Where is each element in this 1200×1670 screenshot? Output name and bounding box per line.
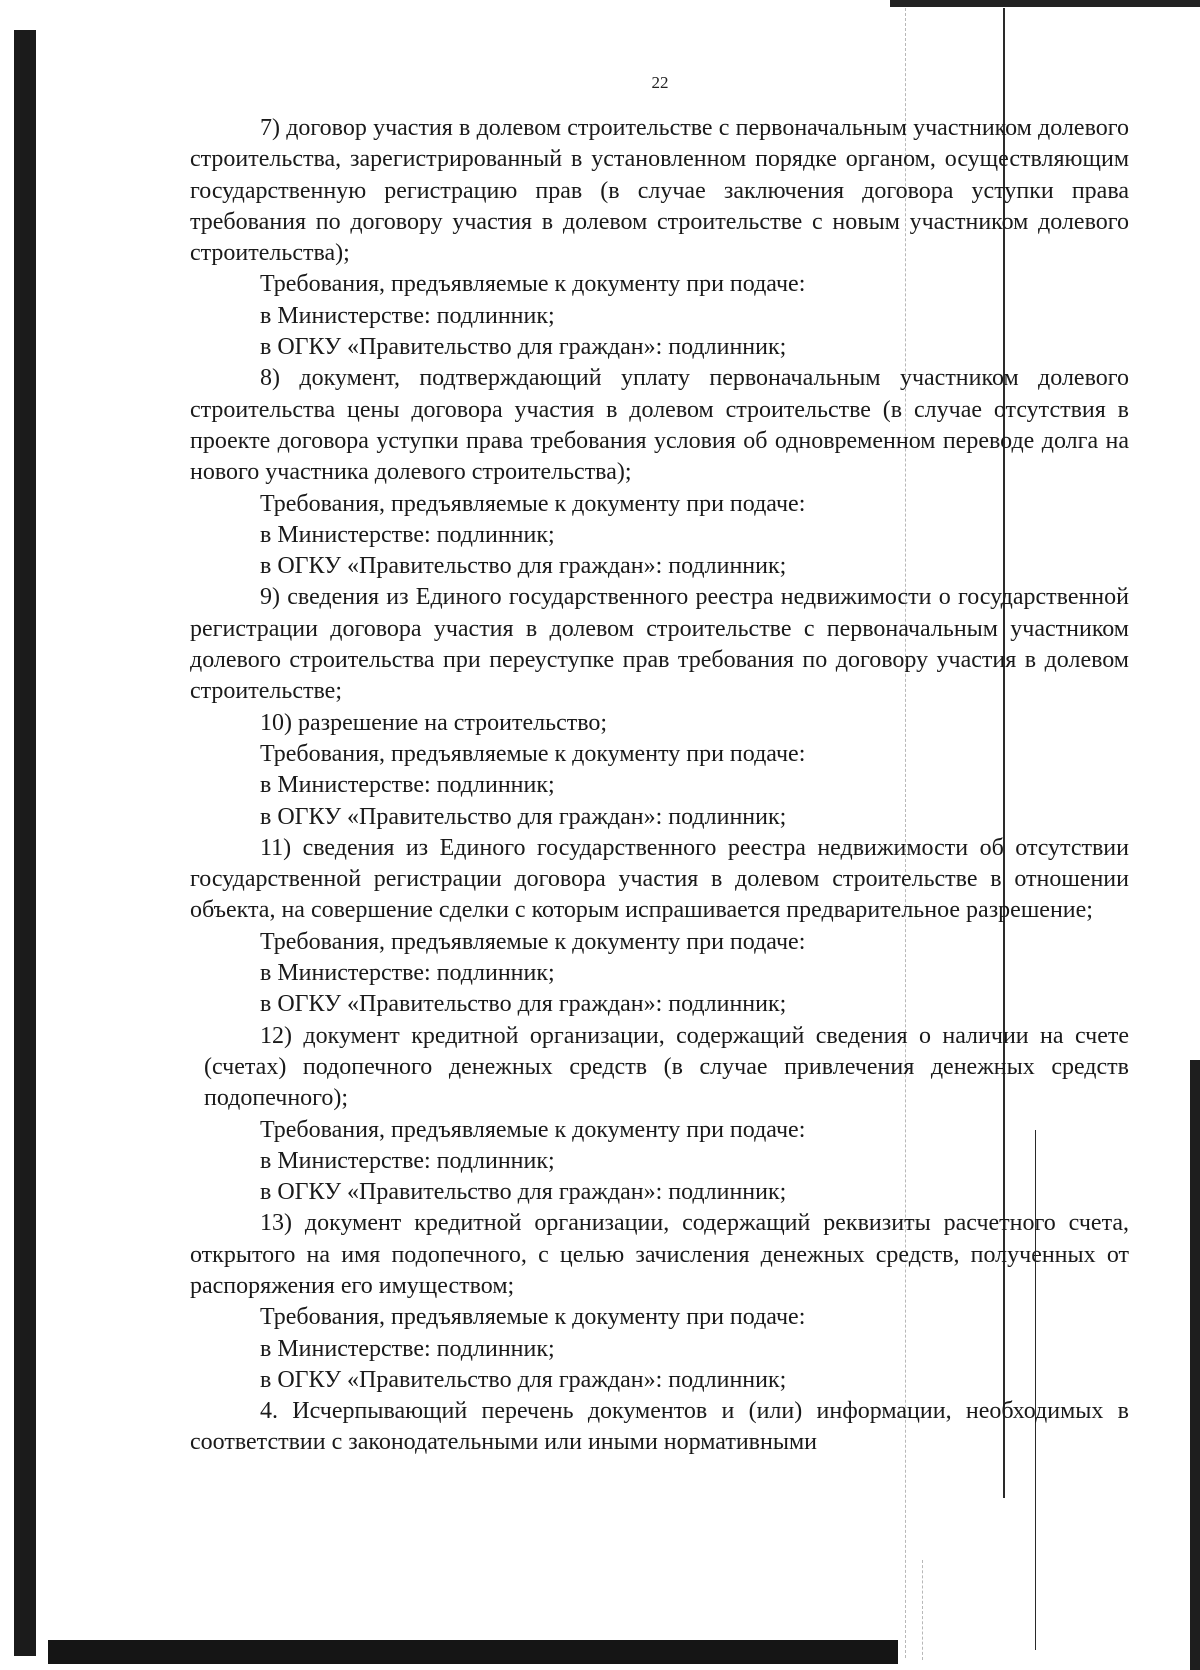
scan-line-faint xyxy=(922,1560,923,1660)
scan-bar-left xyxy=(14,30,36,1656)
paragraph: 11) сведения из Единого государственного реестра недвижимости об отсутствии государственной регистрации договора участия в долевом строительстве в отношении объекта, на совершение сделки с которым испрашивается предварительное разрешение; xyxy=(190,834,1129,924)
paragraph: 12) документ кредитной организации, содержащий сведения о наличии на счете (счетах) подопечного денежных средств (в случае привлечения денежных средств подопечного); xyxy=(204,1022,1129,1112)
text-line: в Министерстве: подлинник; xyxy=(260,521,555,548)
text-line: в Министерстве: подлинник; xyxy=(260,960,555,987)
text-line: в ОГКУ «Правительство для граждан»: подлинник; xyxy=(260,334,787,361)
text-line: 10) разрешение на строительство; xyxy=(260,709,608,736)
paragraph: 9) сведения из Единого государственного реестра недвижимости о государственной регистрации договора участия в долевом строительстве с первоначальным участником долевого строительства при переуступке прав требования по договору участия в долевом строительстве; xyxy=(190,584,1129,705)
text-line: в Министерстве: подлинник; xyxy=(260,1335,555,1362)
text-line: в ОГКУ «Правительство для граждан»: подлинник; xyxy=(260,991,787,1018)
paragraph: 8) документ, подтверждающий уплату первоначальным участником долевого строительства цены договора участия в долевом строительстве (в случае отсутствия в проекте договора уступки права требования условия об одновременном переводе долга на нового участника долевого строительства); xyxy=(190,365,1129,486)
text-line: в ОГКУ «Правительство для граждан»: подлинник; xyxy=(260,1366,787,1393)
paragraph: 13) документ кредитной организации, содержащий реквизиты расчетного счета, открытого на имя подопечного, с целью зачисления денежных средств, полученных от распоряжения его имуществом; xyxy=(190,1210,1129,1299)
text-line: в ОГКУ «Правительство для граждан»: подлинник; xyxy=(260,803,787,830)
text-line: в Министерстве: подлинник; xyxy=(260,302,555,329)
text-line: в Министерстве: подлинник; xyxy=(260,772,555,799)
scan-bar-top xyxy=(890,0,1200,7)
paragraph: 4. Исчерпывающий перечень документов и (или) информации, необходимых в соответствии с законодательными или иными нормативными xyxy=(190,1398,1129,1456)
paragraph: 7) договор участия в долевом строительстве с первоначальным участником долевого строительства, зарегистрированный в установленном порядке органом, осуществляющим государственную регистрацию прав (в случае заключения договора уступки права требования по договору участия в долевом строительстве с новым участником долевого строительства); xyxy=(190,115,1129,267)
page-number: 22 xyxy=(651,73,669,92)
scan-bar-right xyxy=(1190,1060,1200,1670)
text-line: Требования, предъявляемые к документу при подаче: xyxy=(260,740,806,767)
text-line: в ОГКУ «Правительство для граждан»: подлинник; xyxy=(260,1179,787,1206)
text-line: Требования, предъявляемые к документу при подаче: xyxy=(260,928,806,955)
text-line: Требования, предъявляемые к документу при подаче: xyxy=(260,271,806,298)
text-line: Требования, предъявляемые к документу при подаче: xyxy=(260,1116,806,1143)
text-line: Требования, предъявляемые к документу при подаче: xyxy=(260,1304,806,1331)
text-line: в Министерстве: подлинник; xyxy=(260,1147,555,1174)
document-body xyxy=(190,113,1129,1459)
text-line: Требования, предъявляемые к документу при подаче: xyxy=(260,490,806,517)
text-line: в ОГКУ «Правительство для граждан»: подлинник; xyxy=(260,553,787,580)
scan-bar-bottom xyxy=(48,1640,898,1664)
